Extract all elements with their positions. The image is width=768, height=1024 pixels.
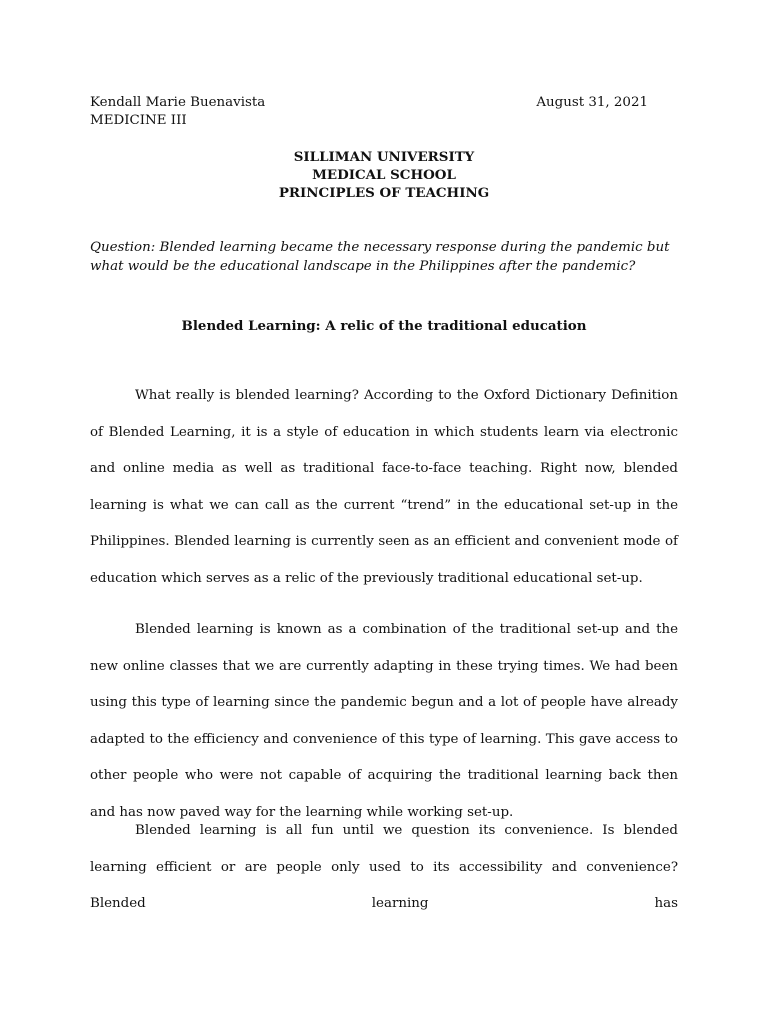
- author-name: Kendall Marie Buenavista: [90, 95, 266, 110]
- body-paragraph: [90, 378, 678, 598]
- document-date: August 31, 2021: [536, 95, 648, 110]
- essay-question: Question: Blended learning became the necessary response during the pandemic but what would be the educational landscape in the Philippines after the pandemic?: [90, 240, 670, 274]
- paragraph-text: What really is blended learning? According to the Oxford Dictionary Definition of Blended Learning, it is a style of education in which students learn via electronic and online media as well as traditional face-to-face teaching. Right now, blended learning is what we can call as the current “trend” in the educational set-up in the Philippines. Blended learning is currently seen as an efficient and convenient mode of education which serves as a relic of the previously traditional educational set-up.: [90, 388, 678, 586]
- body-paragraph: [90, 813, 678, 923]
- university-name: SILLIMAN UNIVERSITY: [293, 149, 475, 165]
- course-label: MEDICINE III: [90, 113, 187, 128]
- institution-heading: [0, 148, 768, 202]
- paragraph-text: Blended learning is known as a combination of the traditional set-up and the new online classes that we are currently adapting in these trying times. We had been using this type of learning since the pandemic begun and a lot of people have already adapted to the efficiency and convenience of this type of learning. This gave access to other people who were not capable of acquiring the traditional learning back then and has now paved way for the learning while working set-up.: [90, 622, 678, 820]
- body-paragraph: [90, 612, 678, 832]
- paragraph-text: Blended learning is all fun until we question its convenience. Is blended learning efficient or are people only used to its accessibility and convenience? Blended learning has: [90, 823, 678, 912]
- subject-name: PRINCIPLES OF TEACHING: [278, 185, 490, 201]
- essay-title: Blended Learning: A relic of the traditional education: [181, 318, 587, 334]
- school-name: MEDICAL SCHOOL: [312, 167, 456, 183]
